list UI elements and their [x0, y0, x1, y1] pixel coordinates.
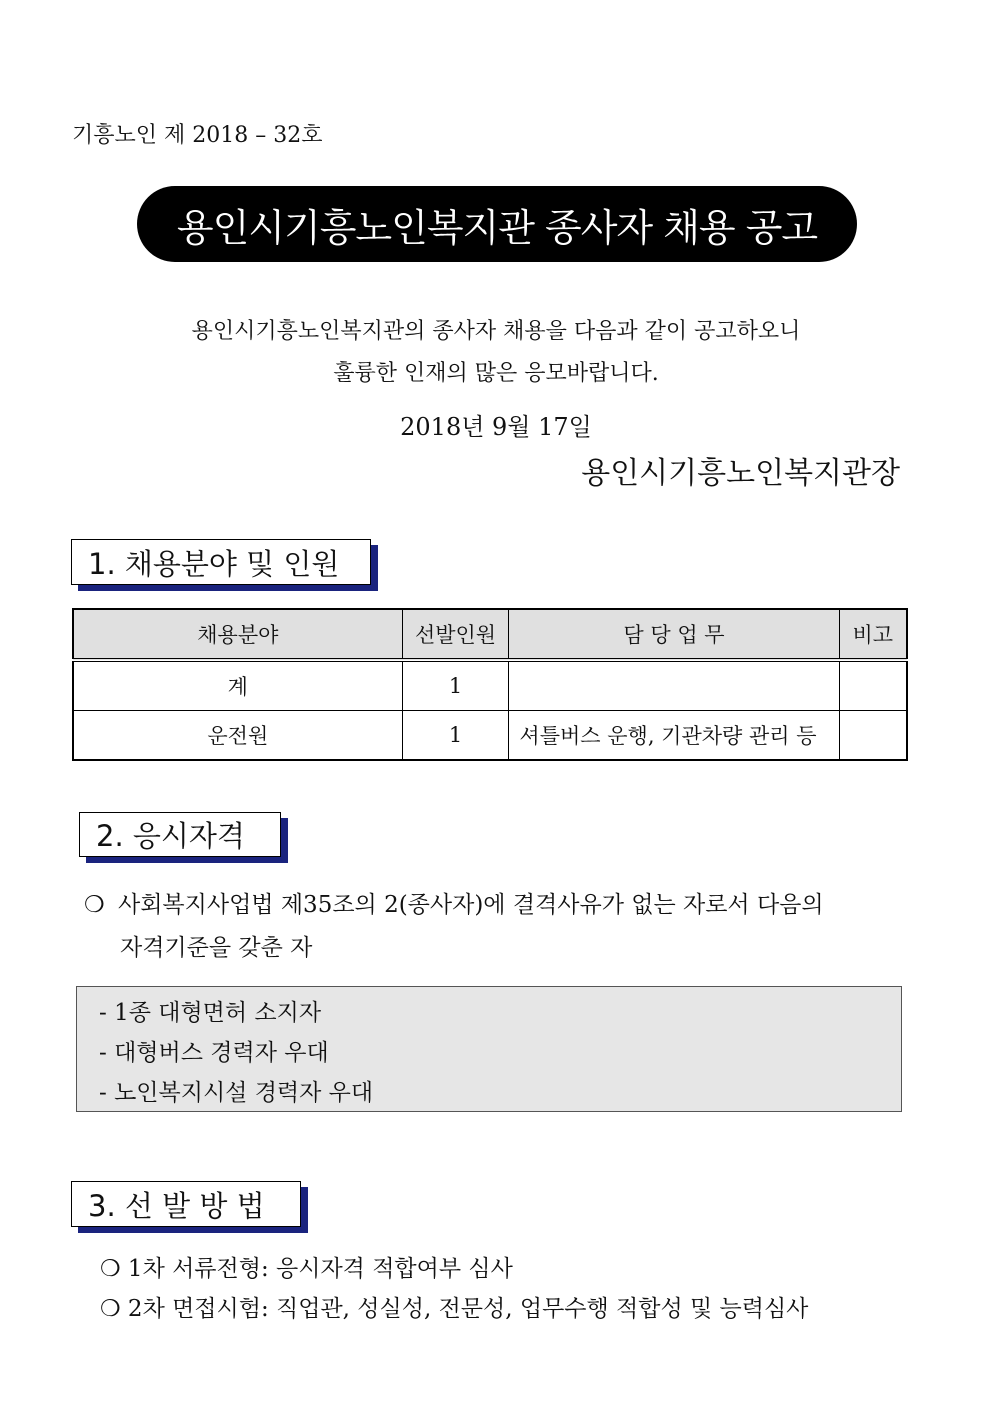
table-row	[73, 711, 907, 761]
section-2-heading: 2. 응시자격	[79, 812, 281, 857]
table-header-row	[73, 609, 907, 660]
qualification-line-1	[84, 884, 908, 927]
column-header: 선발인원	[402, 609, 509, 660]
table-cell: 1	[402, 660, 509, 711]
selection-step-1: ❍ 1차 서류전형: 응시자격 적합여부 심사	[100, 1256, 513, 1282]
qualification-line-2: 자격기준을 갖춘 자	[120, 935, 313, 961]
qualification-text	[84, 884, 908, 970]
criteria-item: - 1종 대형면허 소지자	[99, 1000, 322, 1026]
criteria-box	[76, 986, 902, 1112]
recruitment-table	[72, 608, 908, 761]
table-cell: 계	[73, 660, 402, 711]
table-cell: 1	[402, 711, 509, 761]
column-header: 담 당 업 무	[509, 609, 839, 660]
criteria-item: - 대형버스 경력자 우대	[99, 1040, 329, 1066]
circle-bullet-icon: ❍	[84, 892, 105, 918]
table-cell: 셔틀버스 운행, 기관차량 관리 등	[509, 711, 839, 761]
table-cell	[509, 660, 839, 711]
column-header: 비고	[839, 609, 907, 660]
intro-line-1: 용인시기흥노인복지관의 종사자 채용을 다음과 같이 공고하오니	[191, 319, 801, 344]
section-3-heading: 3. 선 발 방 법	[71, 1181, 301, 1227]
table-cell	[839, 711, 907, 761]
page-title: 용인시기흥노인복지관 종사자 채용 공고	[137, 186, 857, 262]
intro-line-2: 훌륭한 인재의 많은 응모바랍니다.	[333, 361, 659, 386]
table-cell: 운전원	[73, 711, 402, 761]
column-header: 채용분야	[73, 609, 402, 660]
document-number: 기흥노인 제 2018 – 32호	[72, 123, 323, 148]
selection-step-2: ❍ 2차 면접시험: 직업관, 성실성, 전문성, 업무수행 적합성 및 능력심사	[100, 1296, 809, 1322]
table-cell	[839, 660, 907, 711]
criteria-item: - 노인복지시설 경력자 우대	[99, 1080, 374, 1106]
section-1-heading: 1. 채용분야 및 인원	[71, 539, 371, 585]
announcement-date: 2018년 9월 17일	[400, 413, 592, 441]
issuer-name: 용인시기흥노인복지관장	[581, 456, 900, 491]
qualification-text-1: 사회복지사업법 제35조의 2(종사자)에 결격사유가 없는 자로서 다음의	[118, 892, 824, 918]
table-row	[73, 660, 907, 711]
